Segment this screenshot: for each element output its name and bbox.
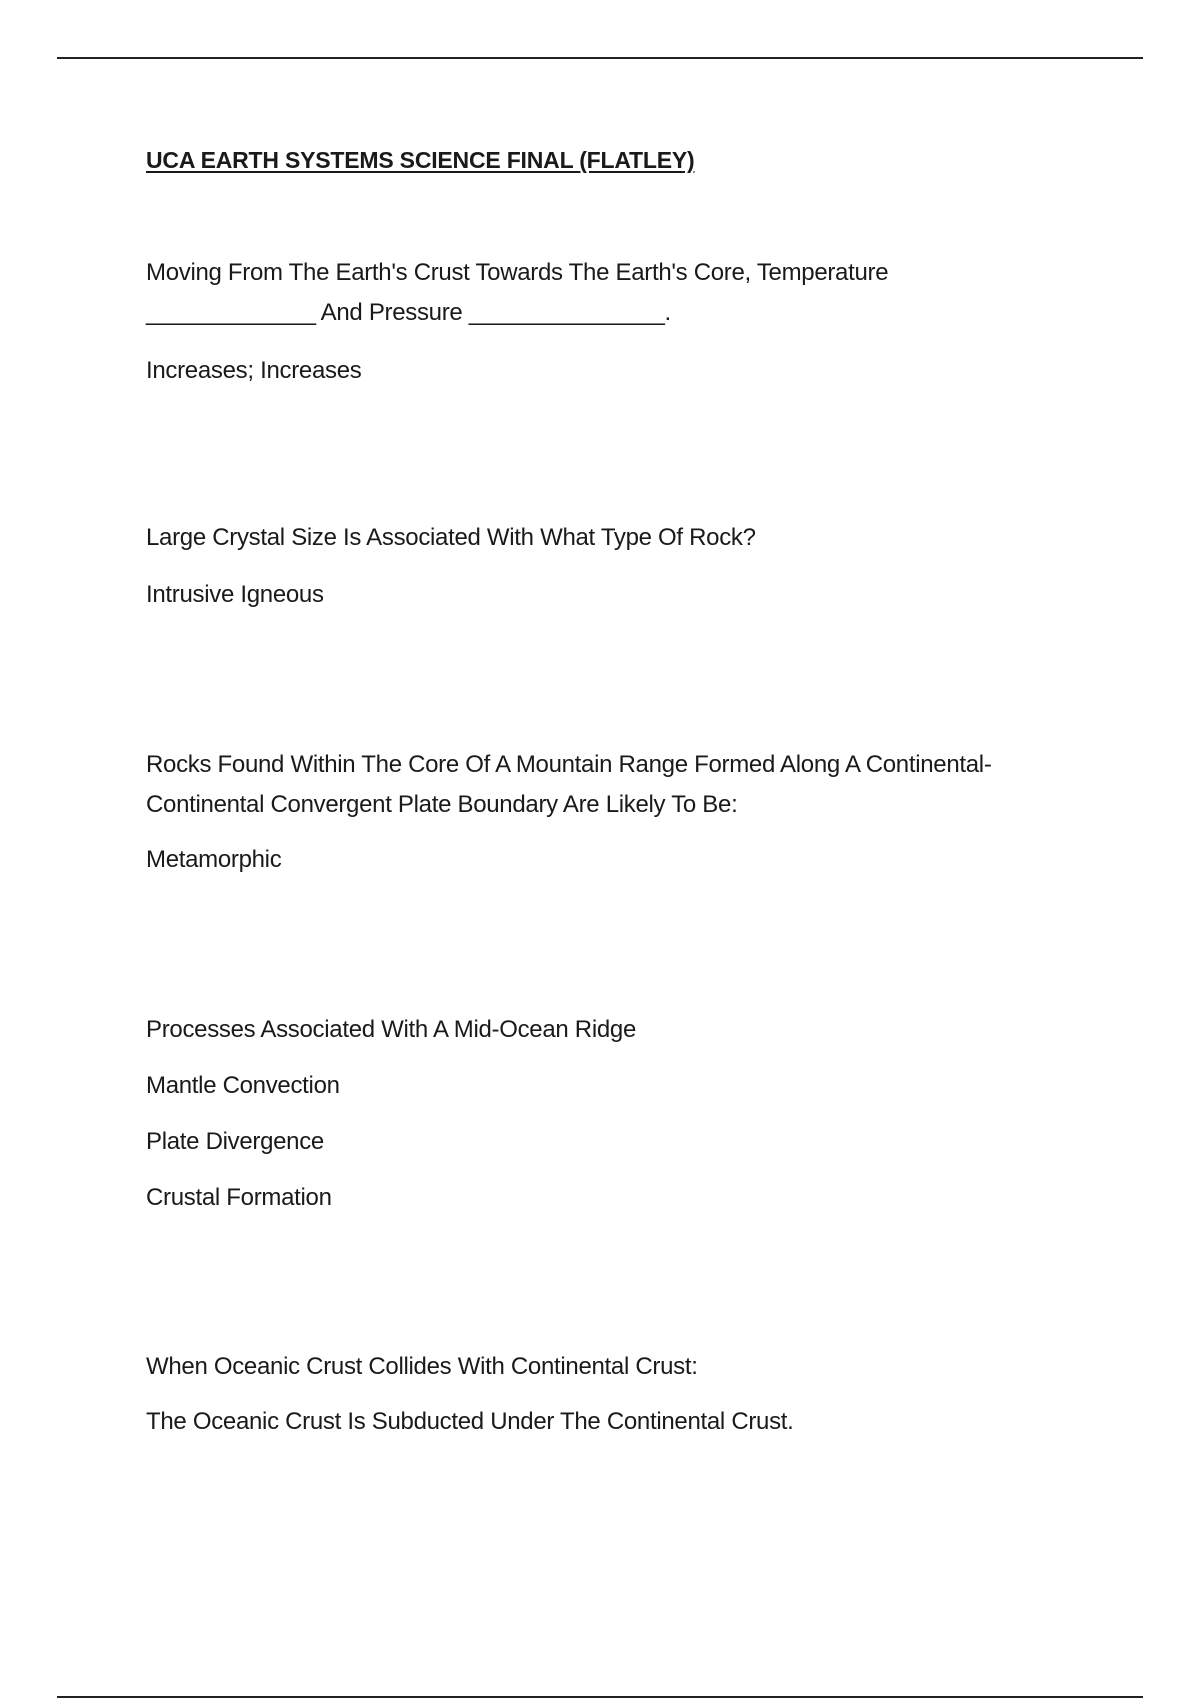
answer-2: Intrusive Igneous (146, 581, 324, 608)
header-rule (57, 57, 1143, 59)
answer-4-item-3: Crustal Formation (146, 1184, 332, 1211)
question-4: Processes Associated With A Mid-Ocean Ridge (146, 1016, 636, 1043)
question-3-line-2: Continental Convergent Plate Boundary Are Likely To Be: (146, 791, 738, 818)
question-2: Large Crystal Size Is Associated With What Type Of Rock? (146, 524, 756, 551)
answer-1: Increases; Increases (146, 357, 362, 384)
question-5: When Oceanic Crust Collides With Continental Crust: (146, 1353, 698, 1380)
answer-4-item-2: Plate Divergence (146, 1128, 324, 1155)
question-1-line-1: Moving From The Earth's Crust Towards The Earth's Core, Temperature (146, 259, 889, 286)
document-title: UCA EARTH SYSTEMS SCIENCE FINAL (FLATLEY) (146, 147, 695, 173)
question-3-line-1: Rocks Found Within The Core Of A Mountain Range Formed Along A Continental- (146, 751, 992, 778)
question-1-line-2: _____________ And Pressure _______________. (146, 299, 671, 326)
answer-3: Metamorphic (146, 846, 282, 873)
answer-4-item-1: Mantle Convection (146, 1072, 340, 1099)
answer-5: The Oceanic Crust Is Subducted Under The Continental Crust. (146, 1408, 794, 1435)
footer-rule (57, 1696, 1143, 1698)
